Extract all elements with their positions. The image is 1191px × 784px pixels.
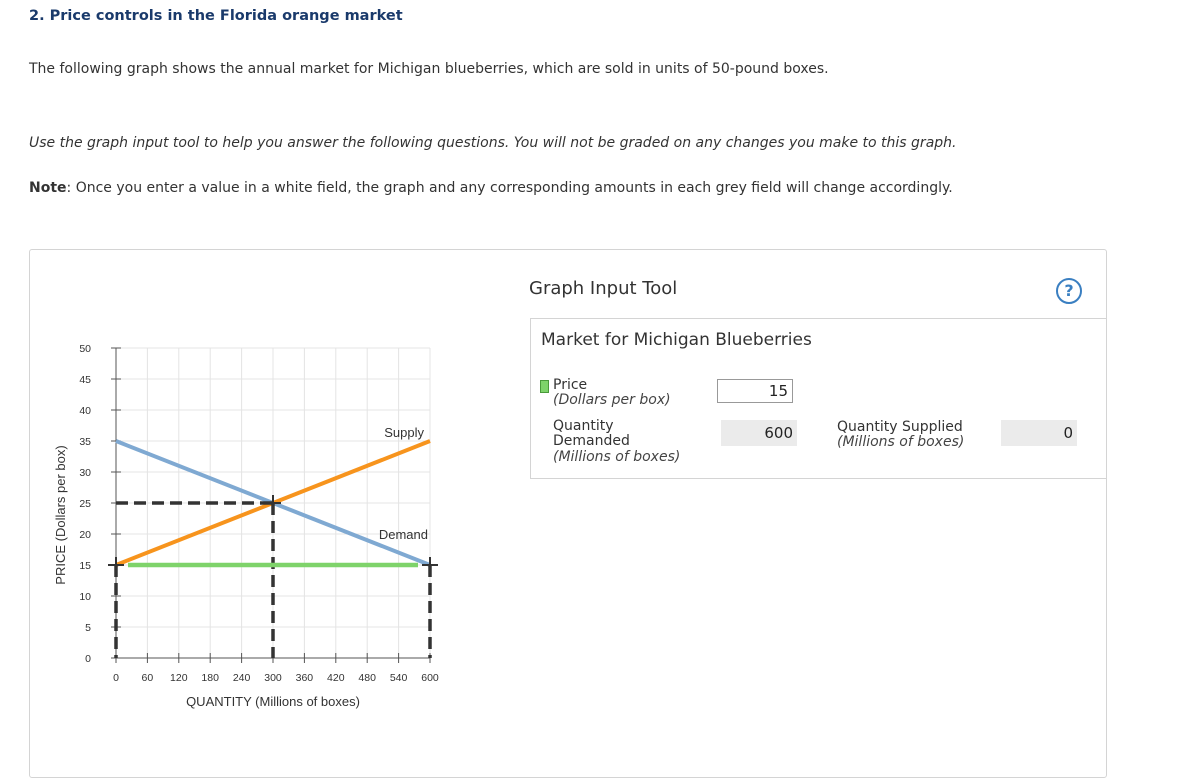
x-tick-label: 420 bbox=[327, 672, 345, 684]
supply-label: Supply bbox=[384, 425, 424, 440]
x-tick-label: 540 bbox=[389, 672, 408, 684]
market-title: Market for Michigan Blueberries bbox=[541, 330, 812, 350]
y-tick-label: 10 bbox=[79, 591, 91, 603]
y-tick-label: 40 bbox=[79, 405, 91, 417]
x-tick-label: 600 bbox=[421, 672, 439, 684]
x-tick-label: 360 bbox=[295, 672, 314, 684]
quantity-demanded-value: 600 bbox=[721, 420, 797, 446]
price-label: Price bbox=[553, 377, 588, 393]
y-tick-label: 35 bbox=[79, 436, 91, 448]
quantity-supplied-unit: (Millions of boxes) bbox=[837, 434, 965, 450]
price-unit: (Dollars per box) bbox=[553, 392, 671, 408]
question-title: 2. Price controls in the Florida orange market bbox=[29, 8, 403, 24]
graph-input-tool-title: Graph Input Tool bbox=[529, 278, 678, 299]
x-tick-label: 180 bbox=[201, 672, 219, 684]
x-axis-label: QUANTITY (Millions of boxes) bbox=[186, 694, 360, 709]
price-input[interactable]: 15 bbox=[717, 379, 793, 403]
y-tick-label: 50 bbox=[79, 343, 91, 355]
y-tick-label: 5 bbox=[85, 622, 91, 634]
demand-label: Demand bbox=[378, 527, 428, 542]
y-tick-label: 25 bbox=[79, 498, 91, 510]
quantity-demanded-label-1: Quantity bbox=[553, 418, 614, 434]
graph-input-tool bbox=[530, 318, 1106, 479]
x-tick-label: 120 bbox=[170, 672, 188, 684]
note-text bbox=[29, 180, 953, 196]
instructions-text: Use the graph input tool to help you answer the following questions. You will not be graded on any changes you make to this graph. bbox=[29, 135, 957, 151]
quantity-supplied-value: 0 bbox=[1001, 420, 1077, 446]
note-body: : Once you enter a value in a white field, the graph and any corresponding amounts in each grey field will change accordingly. bbox=[66, 180, 953, 196]
intro-text: The following graph shows the annual market for Michigan blueberries, which are sold in units of 50-pound boxes. bbox=[29, 61, 829, 77]
question-circle-icon[interactable]: ? bbox=[1056, 278, 1082, 304]
x-tick-label: 480 bbox=[358, 672, 376, 684]
price-swatch-icon bbox=[540, 380, 549, 393]
y-tick-label: 20 bbox=[79, 529, 91, 541]
x-tick-label: 60 bbox=[141, 672, 154, 684]
quantity-demanded-unit: (Millions of boxes) bbox=[553, 449, 681, 465]
x-tick-label: 240 bbox=[232, 672, 251, 684]
y-tick-label: 15 bbox=[79, 560, 91, 572]
graph-panel bbox=[29, 249, 1107, 778]
quantity-supplied-label: Quantity Supplied bbox=[837, 419, 963, 435]
note-label: Note bbox=[29, 180, 67, 196]
y-tick-label: 30 bbox=[79, 467, 91, 479]
y-tick-label: 45 bbox=[79, 374, 91, 386]
market-chart[interactable] bbox=[30, 250, 510, 777]
x-tick-label: 300 bbox=[264, 672, 282, 684]
quantity-demanded-label-2: Demanded bbox=[553, 433, 630, 449]
y-tick-label: 0 bbox=[85, 653, 91, 665]
y-axis-label: PRICE (Dollars per box) bbox=[53, 445, 68, 585]
x-tick-label: 0 bbox=[113, 672, 119, 684]
